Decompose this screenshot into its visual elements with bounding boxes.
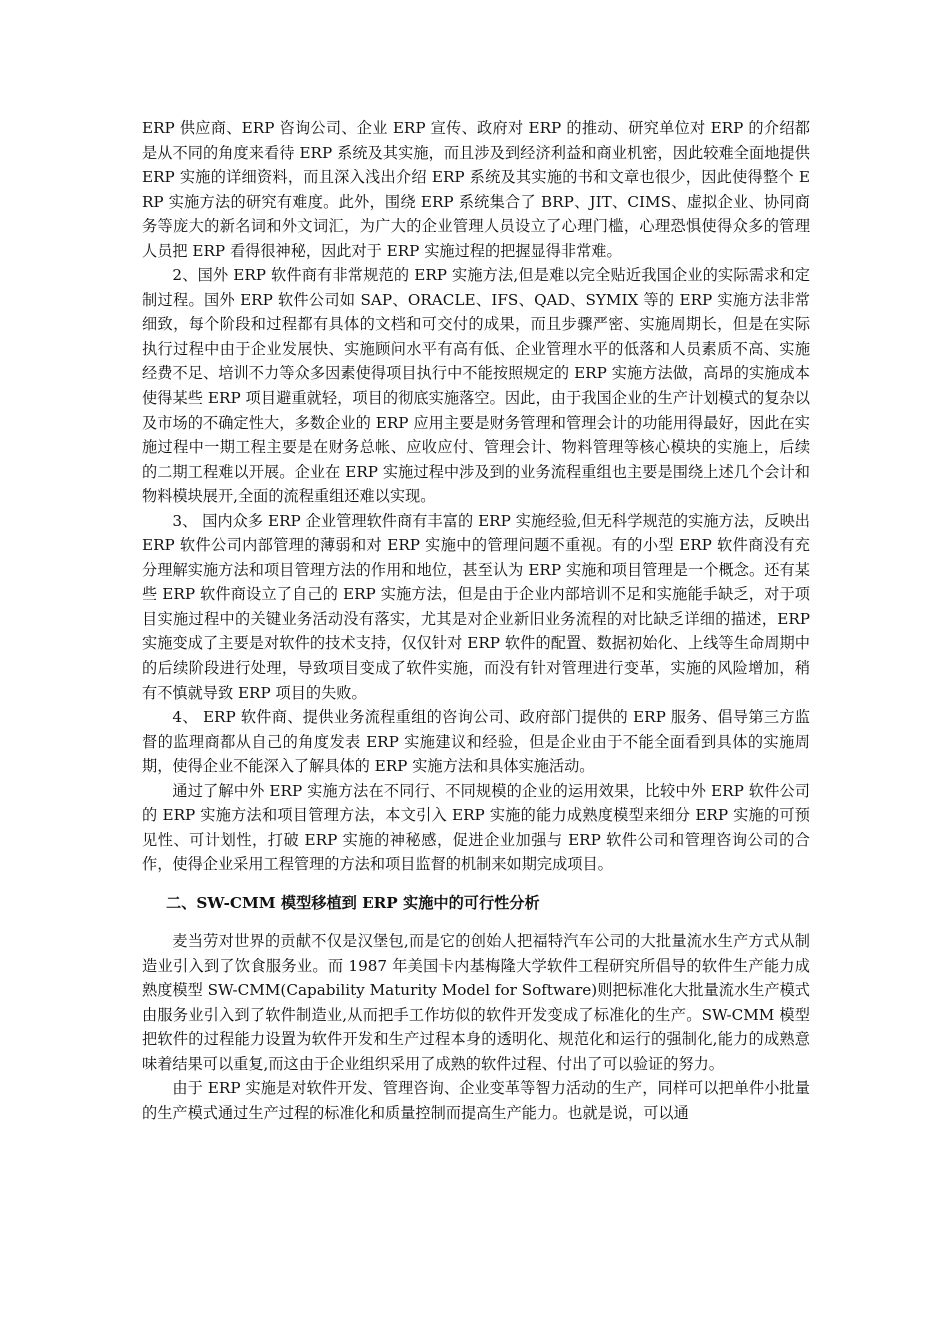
paragraph-point-4-third-parties: 4、 ERP 软件商、提供业务流程重组的咨询公司、政府部门提供的 ERP 服务、倡导第三方监督的监理商都从自己的角度发表 ERP 实施建议和经验，但是企业由于不能全面看到具体的实施周期，使得企业不能深入了解具体的 ERP 实施方法和具体实施活动。 — [142, 708, 810, 776]
paragraph-erp-vendors-perspectives: ERP 供应商、ERP 咨询公司、企业 ERP 宣传、政府对 ERP 的推动、研究单位对 ERP 的介绍都是从不同的角度来看待 ERP 系统及其实施，而且涉及到经济利益和商业机密，因此较难全面地提供 ERP 实施的详细资料，而且深入浅出介绍 ERP 系统及其实施的书和文章也很少，因此使得整个 ERP 实施方法的研究有难度。此外，围绕 ERP 系统集合了 BRP、JIT、CIMS、虚拟企业、协同商务等庞大的新名词和外文词汇，为广大的企业管理人员设立了心理门槛，心理恐惧使得众多的管理人员把 ERP 看得很神秘，因此对于 ERP 实施过程的把握显得非常难。 — [142, 119, 810, 260]
paragraph-mcdonalds-sw-cmm: 麦当劳对世界的贡献不仅是汉堡包,而是它的创始人把福特汽车公司的大批量流水生产方式从制造业引入到了饮食服务业。而 1987 年美国卡内基梅隆大学软件工程研究所倡导的软件生产能力成熟度模型 SW-CMM(Capability Maturity Model for Software)则把标准化大批量流水生产模式由服务业引入到了软件制造业,从而把手工作坊似的软件开发变成了标准化的生产。SW-CMM 模型把软件的过程能力设置为软件开发和生产过程本身的透明化、规范化和运行的强制化,能力的成熟意味着结果可以重复,而这由于企业组织采用了成熟的软件过程、付出了可以验证的努力。 — [142, 931, 810, 1073]
heading-suffix: 实施中的可行性分析 — [397, 893, 540, 912]
heading-bold-sw-cmm: SW-CMM — [196, 893, 276, 912]
heading-middle: 模型移植到 — [275, 893, 363, 912]
paragraph-erp-implementation-production: 由于 ERP 实施是对软件开发、管理咨询、企业变革等智力活动的生产，同样可以把单件小批量的生产模式通过生产过程的标准化和质量控制而提高生产能力。也就是说，可以通 — [142, 1079, 810, 1122]
heading-prefix: 二、 — [166, 893, 197, 912]
paragraph-point-3-domestic-vendors: 3、 国内众多 ERP 企业管理软件商有丰富的 ERP 实施经验,但无科学规范的实施方法，反映出 ERP 软件公司内部管理的薄弱和对 ERP 实施中的管理问题不重视。有的小型 ERP 软件商没有充分理解实施方法和项目管理方法的作用和地位，甚至认为 ERP 实施和项目管理是一个概念。还有某些 ERP 软件商设立了自己的 ERP 实施方法，但是由于企业内部培训不足和实施能手缺乏，对于项目实施过程中的关键业务活动没有落实，尤其是对企业新旧业务流程的对比缺乏详细的描述，ERP 实施变成了主要是对软件的技术支持，仅仅针对 ERP 软件的配置、数据初始化、上线等生命周期中的后续阶段进行处理，导致项目变成了软件实施，而没有针对管理进行变革，实施的风险增加，稍有不慎就导致 ERP 项目的失败。 — [142, 511, 810, 702]
paragraph-point-2-foreign-vendors: 2、国外 ERP 软件商有非常规范的 ERP 实施方法,但是难以完全贴近我国企业的实际需求和定制过程。国外 ERP 软件公司如 SAP、ORACLE、IFS、QAD、SYMIX 等的 ERP 实施方法非常细致，每个阶段和过程都有具体的文档和可交付的成果，而且步骤严密、实施周期长，但是在实际执行过程中由于企业发展快、实施顾问水平有高有低、企业管理水平的低落和人员素质不高、实施经费不足、培训不力等众多因素使得项目执行中不能按照规定的 ERP 实施方法做，高昂的实施成本使得某些 ERP 项目避重就轻，项目的彻底实施落空。因此，由于我国企业的生产计划模式的复杂以及市场的不确定性大，多数企业的 ERP 应用主要是财务管理和管理会计的功能用得最好，因此在实施过程中一期工程主要是在财务总帐、应收应付、管理会计、物料管理等核心模块的实施上，后续的二期工程难以开展。企业在 ERP 实施过程中涉及到的业务流程重组也主要是围绕上述几个会计和物料模块展开,全面的流程重组还难以实现。 — [142, 266, 810, 506]
paragraph-summary-intro: 通过了解中外 ERP 实施方法在不同行、不同规模的企业的运用效果，比较中外 ERP 软件公司的 ERP 实施方法和项目管理方法，本文引入 ERP 实施的能力成熟度模型来细分 ERP 实施的可预见性、可计划性，打破 ERP 实施的神秘感，促进企业加强与 ERP 软件公司和管理咨询公司的合作，使得企业采用工程管理的方法和项目监督的机制来如期完成项目。 — [142, 781, 810, 874]
heading-bold-erp: ERP — [362, 893, 398, 912]
section-heading — [142, 891, 810, 915]
document-page — [142, 116, 810, 1125]
